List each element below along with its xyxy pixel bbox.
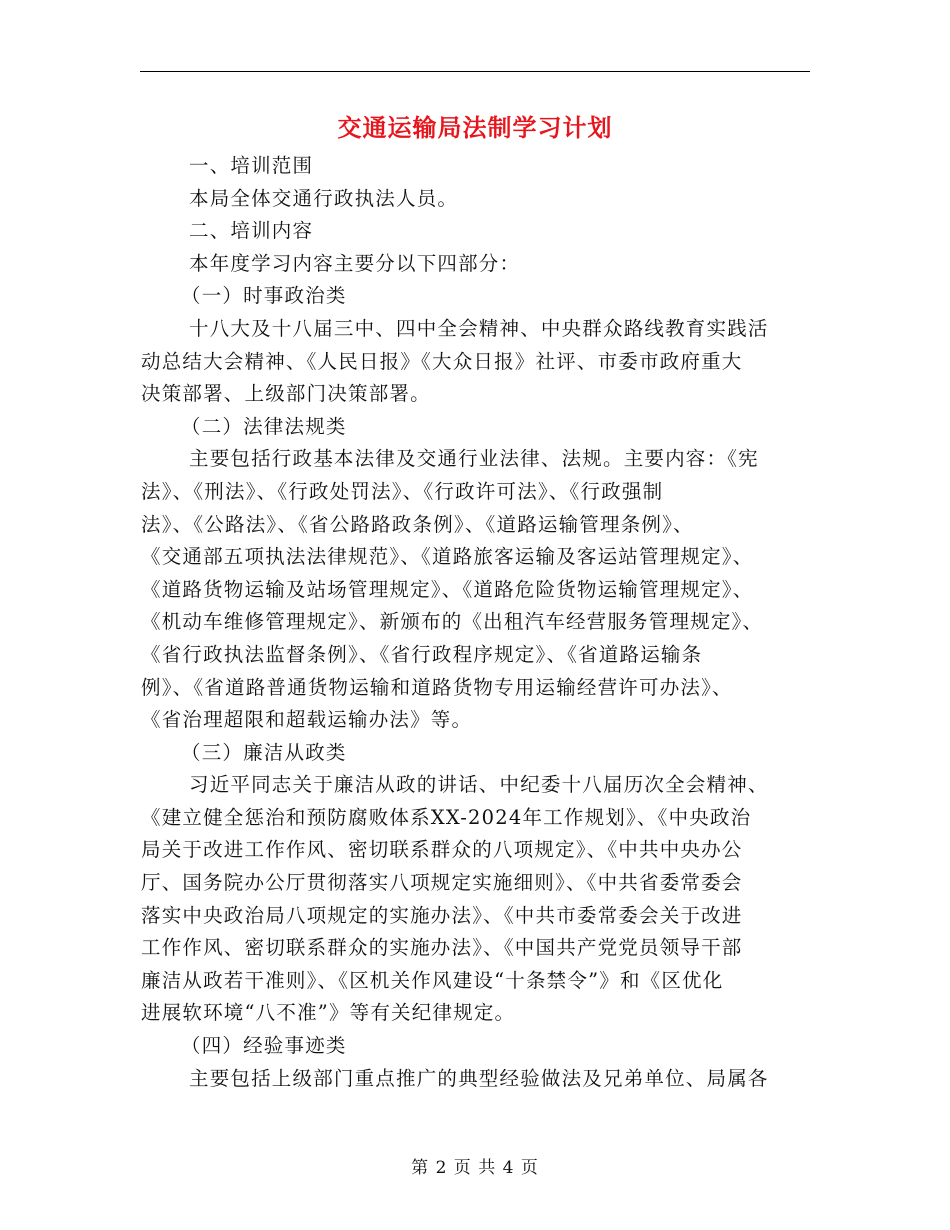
body-line: 厅、国务院办公厅贯彻落实八项规定实施细则》、《中共省委常委会 (141, 871, 743, 895)
body-line: 一、培训范围 (189, 154, 314, 177)
body-line: 《交通部五项执法法律规范》、《道路旅客运输及客运站管理规定》、 (141, 545, 754, 569)
body-line: 二、培训内容 (189, 219, 314, 243)
body-line: 《省行政执法监督条例》、《省行政程序规定》、《省道路运输条 (141, 642, 703, 666)
header-rule (140, 71, 810, 72)
body-line: 工作作风、密切联系群众的实施办法》、《中国共产党党员领导干部 (141, 936, 743, 960)
body-line: 决策部署、上级部门决策部署。 (141, 382, 431, 406)
body-line: 本局全体交通行政执法人员。 (189, 186, 459, 210)
body-line: 《省治理超限和超载运输办法》等。 (141, 708, 473, 732)
body-line: 廉洁从政若干准则》、《区机关作风建设“十条禁令”》和《区优化 (141, 968, 724, 992)
page-footer: 第 2 页 共 4 页 (411, 1158, 539, 1178)
body-line: 例》、《省道路普通货物运输和道路货物专用运输经营许可办法》、 (141, 675, 733, 699)
document-body (141, 150, 806, 1095)
body-line: 主要包括行政基本法律及交通行业法律、法规。主要内容：《宪 (189, 447, 759, 471)
body-line: 主要包括上级部门重点推广的典型经验做法及兄弟单位、局属各 (189, 1066, 769, 1090)
body-line: （四）经验事迹类 (181, 1034, 347, 1058)
body-line: 《机动车维修管理规定》、新颁布的《出租汽车经营服务管理规定》、 (141, 610, 764, 634)
body-line: 本年度学习内容主要分以下四部分： (189, 251, 521, 275)
body-line: 习近平同志关于廉洁从政的讲话、中纪委十八届历次全会精神、 (189, 773, 769, 797)
body-line: （三）廉洁从政类 (181, 740, 347, 764)
body-line: 局关于改进工作作风、密切联系群众的八项规定》、《中共中央办公 (141, 838, 743, 862)
body-line: 动总结大会精神、《人民日报》《大众日报》社评、市委市政府重大 (141, 349, 743, 373)
body-line: （二）法律法规类 (181, 414, 347, 438)
body-line: 落实中央政治局八项规定的实施办法》、《中共市委常委会关于改进 (141, 903, 743, 927)
body-line: （一）时事政治类 (181, 284, 347, 308)
body-line: 法》、《刑法》、《行政处罚法》、《行政许可法》、《行政强制 (141, 479, 664, 503)
document-title: 交通运输局法制学习计划 (337, 114, 613, 142)
body-line: 《建立健全惩治和预防腐败体系XX-2024年工作规划》、《中央政治 (141, 805, 752, 829)
body-line: 法》、《公路法》、《省公路路政条例》、《道路运输管理条例》、 (141, 512, 694, 536)
body-line: 进展软环境“八不准”》等有关纪律规定。 (141, 1001, 516, 1025)
body-line: 《道路货物运输及站场管理规定》、《道路危险货物运输管理规定》、 (141, 577, 754, 601)
body-line: 十八大及十八届三中、四中全会精神、中央群众路线教育实践活 (189, 316, 769, 340)
